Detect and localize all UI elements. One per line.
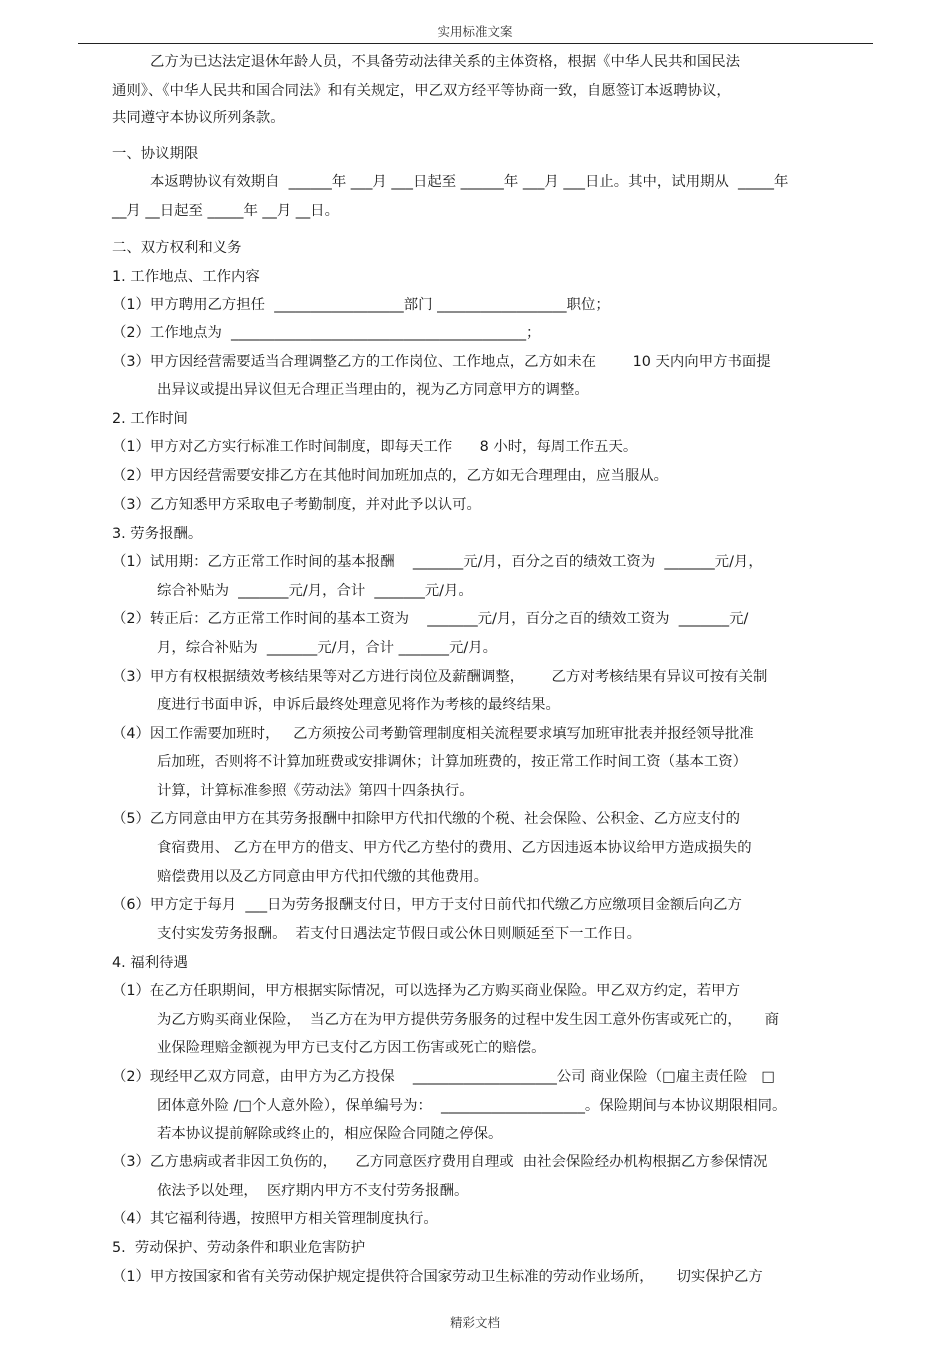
header-rule [78, 43, 873, 44]
text-line: 计算，计算标准参照《劳动法》第四十四条执行。 [157, 783, 474, 799]
text-line: （1）甲方按国家和省有关劳动保护规定提供符合国家劳动卫生标准的劳动作业场所， 切实保护乙方 [112, 1269, 763, 1285]
text-line: 月，综合补贴为 _______元/月，合计 _______元/月。 [157, 640, 498, 656]
page-footer: 精彩文档 [449, 1315, 500, 1330]
text-line: 度进行书面申诉，申诉后最终处理意见将作为考核的最终结果。 [157, 697, 560, 713]
text-line: （4）因工作需要加班时， 乙方须按公司考勤管理制度相关流程要求填写加班审批表并报经领导批准 [112, 726, 754, 742]
text-line: 综合补贴为 _______元/月，合计 _______元/月。 [157, 583, 473, 599]
text-line: （2）转正后：乙方正常工作时间的基本工资为 _______元/月，百分之百的绩效工资为 _______元/ [112, 611, 749, 627]
text-line: （3）甲方因经营需要适当合理调整乙方的工作岗位、工作地点，乙方如未在 10 天内向甲方书面提 [112, 354, 771, 370]
text-line: 二、双方权利和义务 [112, 240, 242, 256]
text-line: 共同遵守本协议所列条款。 [112, 110, 285, 126]
text-line: __月 __日起至 _____年 __月 __日。 [112, 203, 339, 219]
text-line: 出异议或提出异议但无合理正当理由的，视为乙方同意甲方的调整。 [157, 382, 589, 398]
text-line: （1）甲方聘用乙方担任 __________________部门 __________________职位； [112, 297, 610, 313]
text-line: 为乙方购买商业保险， 当乙方在为甲方提供劳务服务的过程中发生因工意外伤害或死亡的， 商 [157, 1012, 780, 1028]
text-line: （2）工作地点为 _________________________________________； [112, 325, 541, 341]
text-line: 食宿费用、 乙方在甲方的借支、甲方代乙方垫付的费用、乙方因违返本协议给甲方造成损失的 [157, 840, 752, 856]
text-line: 本返聘协议有效期自 ______年 ___月 ___日起至 ______年 ___月 ___日止。其中，试用期从 _____年 [150, 174, 789, 190]
text-line: （1）甲方对乙方实行标准工作时间制度，即每天工作 8 小时，每周工作五天。 [112, 439, 638, 455]
text-line: （4）其它福利待遇，按照甲方相关管理制度执行。 [112, 1211, 438, 1227]
text-line: （3）乙方患病或者非因工负伤的， 乙方同意医疗费用自理或 由社会保险经办机构根据乙方参保情况 [112, 1154, 768, 1170]
text-line: 业保险理赔金额视为甲方已支付乙方因工伤害或死亡的赔偿。 [157, 1040, 546, 1056]
text-line: 通则》、《中华人民共和国合同法》和有关规定，甲乙双方经平等协商一致，自愿签订本返聘协议， [112, 83, 731, 99]
text-line: （3）甲方有权根据绩效考核结果等对乙方进行岗位及薪酬调整， 乙方对考核结果有异议可按有关制 [112, 669, 768, 685]
text-line: 依法予以处理， 医疗期内甲方不支付劳务报酬。 [157, 1183, 469, 1199]
page-header: 实用标准文案 [437, 24, 513, 39]
text-line: 后加班，否则将不计算加班费或安排调休；计算加班费的，按正常工作时间工资（基本工资） [157, 754, 748, 770]
text-line: 赔偿费用以及乙方同意由甲方代扣代缴的其他费用。 [157, 869, 488, 885]
text-line: 乙方为已达法定退休年龄人员，不具备劳动法律关系的主体资格，根据《中华人民共和国民法 [150, 54, 741, 70]
text-line: 团体意外险 /□个人意外险），保单编号为： ____________________。保险期间与本协议期限相同。 [157, 1098, 787, 1114]
text-line: （3）乙方知悉甲方采取电子考勤制度，并对此予以认可。 [112, 497, 481, 513]
text-line: （6）甲方定于每月 ___日为劳务报酬支付日，甲方于支付日前代扣代缴乙方应缴项目金额后向乙方 [112, 897, 742, 913]
text-line: （1）试用期：乙方正常工作时间的基本报酬 _______元/月，百分之百的绩效工资为 _______元/月， [112, 554, 763, 570]
text-line: （1）在乙方任职期间，甲方根据实际情况，可以选择为乙方购买商业保险。甲乙双方约定，若甲方 [112, 983, 740, 999]
text-line: （2）现经甲乙双方同意，由甲方为乙方投保 ____________________公司 商业保险（□雇主责任险 □ [112, 1069, 775, 1085]
text-line: 2. 工作时间 [112, 411, 188, 427]
text-line: 5. 劳动保护、劳动条件和职业危害防护 [112, 1240, 366, 1256]
text-line: 若本协议提前解除或终止的，相应保险合同随之停保。 [157, 1126, 503, 1142]
text-line: （2）甲方因经营需要安排乙方在其他时间加班加点的，乙方如无合理理由，应当服从。 [112, 468, 669, 484]
text-line: 3. 劳务报酬。 [112, 526, 203, 542]
text-line: 一、协议期限 [112, 146, 199, 162]
text-line: （5）乙方同意由甲方在其劳务报酬中扣除甲方代扣代缴的个税、社会保险、公积金、乙方应支付的 [112, 811, 740, 827]
text-line: 1. 工作地点、工作内容 [112, 269, 260, 285]
text-line: 支付实发劳务报酬。 若支付日遇法定节假日或公休日则顺延至下一工作日。 [157, 926, 642, 942]
text-line: 4. 福利待遇 [112, 955, 188, 971]
